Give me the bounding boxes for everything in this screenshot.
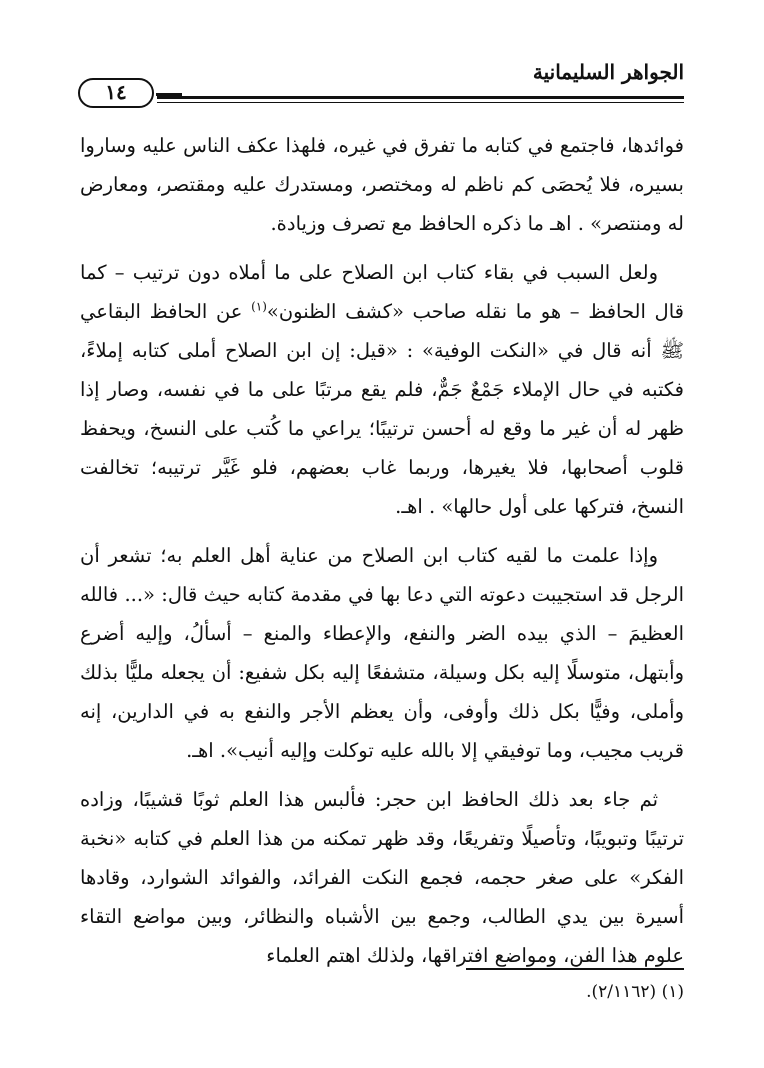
paragraph-2-start: ولعل السبب في بقاء كتاب ابن الصلاح على ما أملاه دون ترتيب – كما قال الحافظ – هو ما نقله صاحب «كشف الظنون» xyxy=(80,261,684,323)
paragraph-2 xyxy=(80,253,684,526)
footnote-separator xyxy=(466,968,684,970)
page-number: ١٤ xyxy=(78,78,154,108)
header-rule-thin xyxy=(157,102,684,103)
footnote-marker: (١) xyxy=(251,299,267,314)
footnote: (١) (٢/١١٦٢). xyxy=(586,982,684,1002)
paragraph-2-rest: عن الحافظ البقاعي ﷺ أنه قال في «النكت الوفية» : «قيل: إن ابن الصلاح أملى كتابه إملاءً، فكتبه في حال الإملاء جَمْعٌ جَمٌّ، فلم يقع مرتبًا على ما في نفسه، وصار إذا ظهر له أن غير ما وقع له أحسن ترتيبًا؛ يراعي ما كُتب على النسخ، ويحفظ قلوب أصحابها، فلا يغيرها، وربما غاب بعضهم، فلو غَيَّر ترتيبه؛ تخالفت النسخ، فتركها على أول حالها» . اهـ. xyxy=(80,300,684,518)
paragraph-4: ثم جاء بعد ذلك الحافظ ابن حجر: فألبس هذا العلم ثوبًا قشيبًا، وزاده ترتيبًا وتبويبًا، وتأصيلًا وتفريعًا، وقد ظهر تمكنه من هذا العلم في كتابه «نخبة الفكر» على صغر حجمه، فجمع النكت الفرائد، والفوائد الشوارد، وقادها أسيرة بين يدي الطالب، وجمع بين الأشباه والنظائر، وبين مواضع التقاء علوم هذا الفن، ومواضع افتراقها، ولذلك اهتم العلماء xyxy=(80,788,684,967)
running-title: الجواهر السليمانية xyxy=(532,60,684,84)
paragraph-1: فوائدها، فاجتمع في كتابه ما تفرق في غيره، فلهذا عكف الناس عليه وساروا بسيره، فلا يُحصَى كم ناظم له ومختصر، ومستدرك عليه ومقتصر، ومعارض له ومنتصر» . اهـ ما ذكره الحافظ مع تصرف وزيادة. xyxy=(80,134,684,235)
paragraph-3: وإذا علمت ما لقيه كتاب ابن الصلاح من عناية أهل العلم به؛ تشعر أن الرجل قد استجيبت دعوته التي دعا بها في مقدمة كتابه حيث قال: «... فالله العظيمَ – الذي بيده الضر والنفع، والإعطاء والمنع – أسألُ، وإليه أضرع وأبتهل، متوسلًا إليه بكل وسيلة، متشفعًا إليه بكل شفيع: أن يجعله مليًّا بذلك وأملى، وفيًّا بكل ذلك وأوفى، وأن يعظم الأجر والنفع به في الدارين، إنه قريب مجيب، وما توفيقي إلا بالله عليه توكلت وإليه أنيب». اهـ. xyxy=(80,544,684,762)
header-rule-thick xyxy=(157,96,684,99)
header-rule-left xyxy=(156,93,182,96)
page-header xyxy=(78,58,684,118)
body-text xyxy=(80,126,684,985)
